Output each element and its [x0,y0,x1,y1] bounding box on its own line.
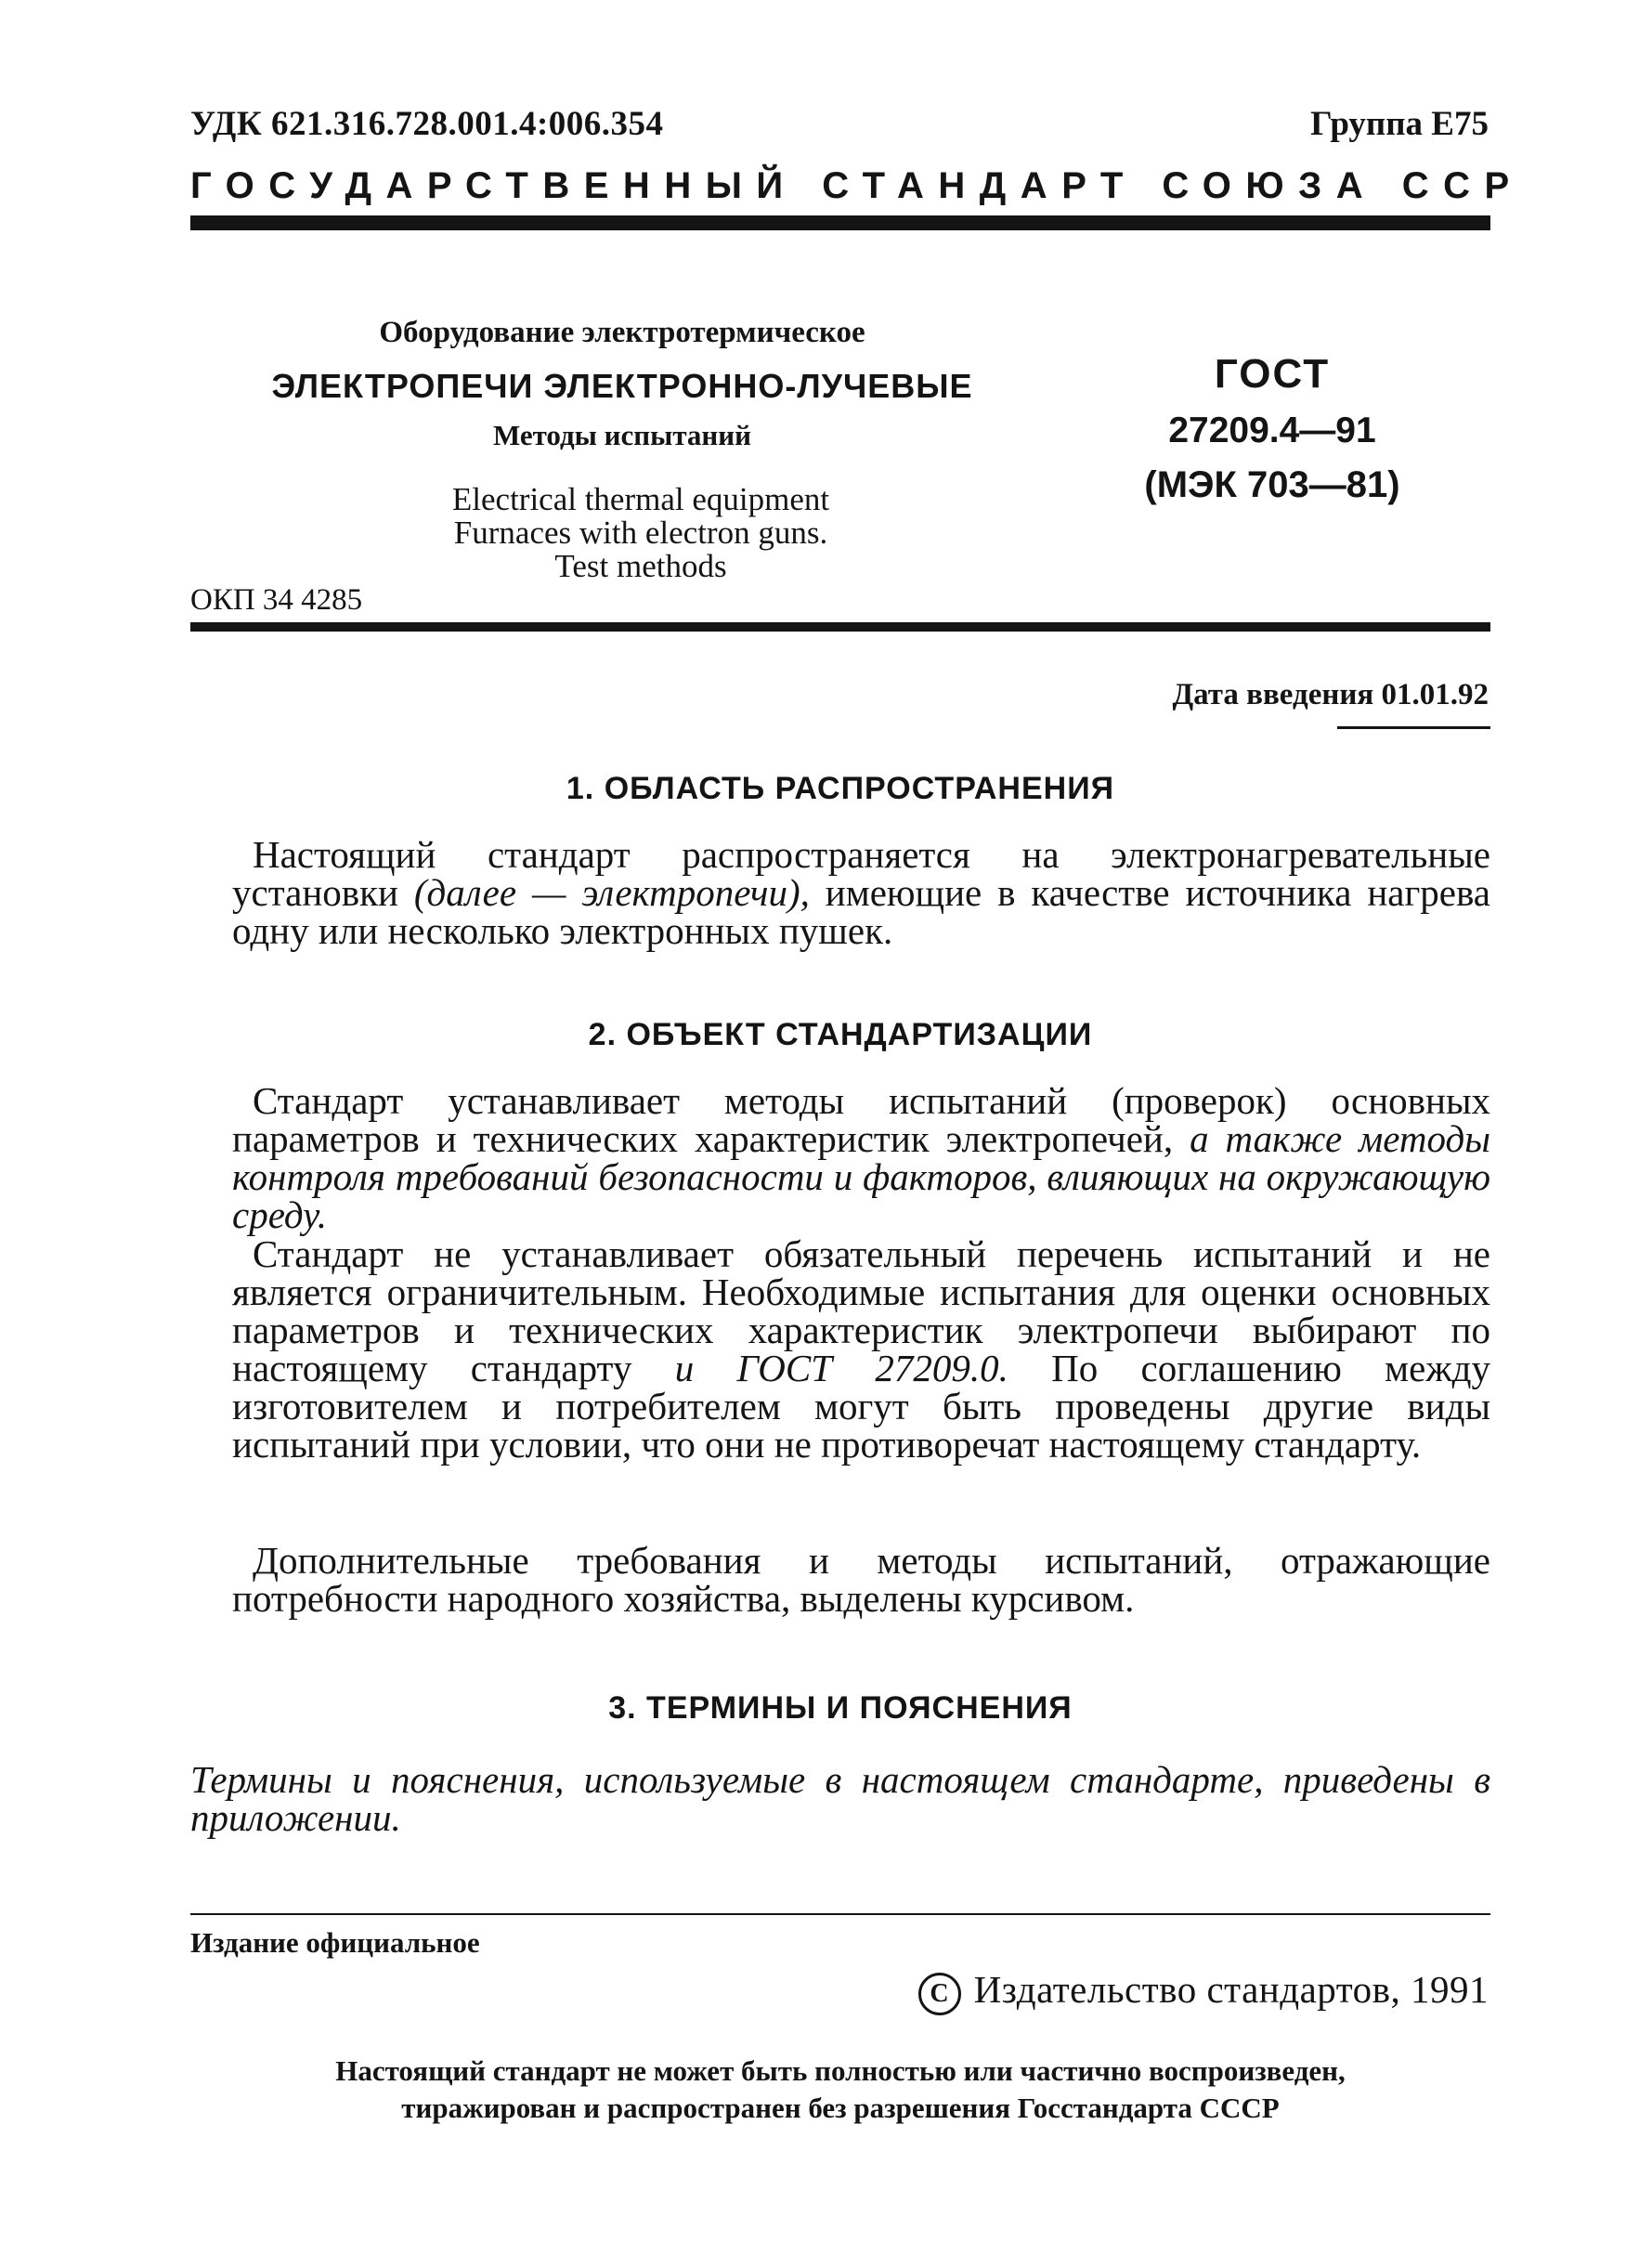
introduction-date: Дата введения 01.01.92 [1172,678,1489,711]
notice-line-2: тиражирован и распространен без разрешения Госстандарта СССР [401,2092,1280,2124]
title-category: Оборудование электротермическое [379,316,865,349]
gov-standard-title: ГОСУДАРСТВЕННЫЙ СТАНДАРТ СОЮЗА ССР [190,165,1524,206]
section-2-p2-text-b: По соглашению между изготовителем и потребителем могут быть проведены другие виды испытаний при условии, что они не противоречат настоящему стандарту. [232,1347,1491,1466]
footer-rule [190,1913,1490,1915]
section-3-text-italic: Термины и пояснения, используемые в настоящем стандарте, приведены в приложении. [190,1758,1490,1839]
udk-code: УДК 621.316.728.001.4:006.354 [190,105,664,143]
publisher-name: Издательство стандартов, 1991 [973,1968,1489,2011]
gost-number: 27209.4—91 [1168,411,1376,450]
section-2-paragraph-1 [232,1079,1491,1236]
section-3-paragraph [190,1758,1490,1839]
section-2-p2-text-a: Стандарт не устанавливает обязательный перечень испытаний и не является ограничительным. Необходимые испытания для оценки основных параметров и технических характеристик электропечи выбирают по настоящему стандарту [232,1232,1490,1389]
section-2-paragraph-2 [232,1232,1491,1466]
group-code: Группа Е75 [1310,105,1489,143]
section-2-p1-italic: а также методы контроля требований безопасности и факторов, влияющих на окружающую среду. [232,1117,1491,1236]
section-1-heading: 1. ОБЛАСТЬ РАСПРОСТРАНЕНИЯ [566,771,1115,806]
header-thick-rule [190,215,1490,230]
section-2-paragraph-3: Дополнительные требования и методы испытаний, отражающие потребности народного хозяйства, выделены курсивом. [232,1539,1490,1620]
official-edition-label: Издание официальное [190,1926,480,1959]
section-2-heading: 2. ОБЪЕКТ СТАНДАРТИЗАЦИИ [588,1017,1093,1052]
section-1-paragraph [232,833,1490,952]
gost-label: ГОСТ [1214,351,1331,397]
section-1-text-b: имеющие в качестве источника нагрева одну или несколько электронных пушек. [232,871,1490,952]
title-main: ЭЛЕКТРОПЕЧИ ЭЛЕКТРОННО-ЛУЧЕВЫЕ [271,367,973,405]
title-block-rule [190,622,1490,632]
english-title-line-1: Electrical thermal equipment [451,481,830,517]
english-title-line-3: Test methods [554,548,727,584]
section-2-p1-text: Стандарт устанавливает методы испытаний (проверок) основных параметров и технических характеристик электропечей, [232,1079,1490,1160]
gost-iec-reference: (МЭК 703—81) [1144,464,1400,505]
date-underline [1337,726,1490,729]
notice-line-1: Настоящий стандарт не может быть полностью или частично воспроизведен, [335,2054,1346,2087]
section-3-heading: 3. ТЕРМИНЫ И ПОЯСНЕНИЯ [608,1690,1073,1726]
okp-code: ОКП 34 4285 [190,583,363,617]
section-2-p2-italic: и ГОСТ 27209.0. [674,1347,1008,1389]
english-title-line-2: Furnaces with electron guns. [453,515,828,551]
english-title-block [353,483,929,583]
section-1-text-a: Настоящий стандарт распространяется на электронагревательные установки [232,833,1490,914]
gost-designation [1114,351,1430,506]
title-block [190,316,1054,452]
title-subtitle: Методы испытаний [492,419,752,451]
reproduction-notice [190,2053,1490,2127]
publisher-line [918,1967,1489,2015]
copyright-icon: C [918,1973,961,2015]
section-1-text-italic: (далее — электропечи), [413,871,810,914]
